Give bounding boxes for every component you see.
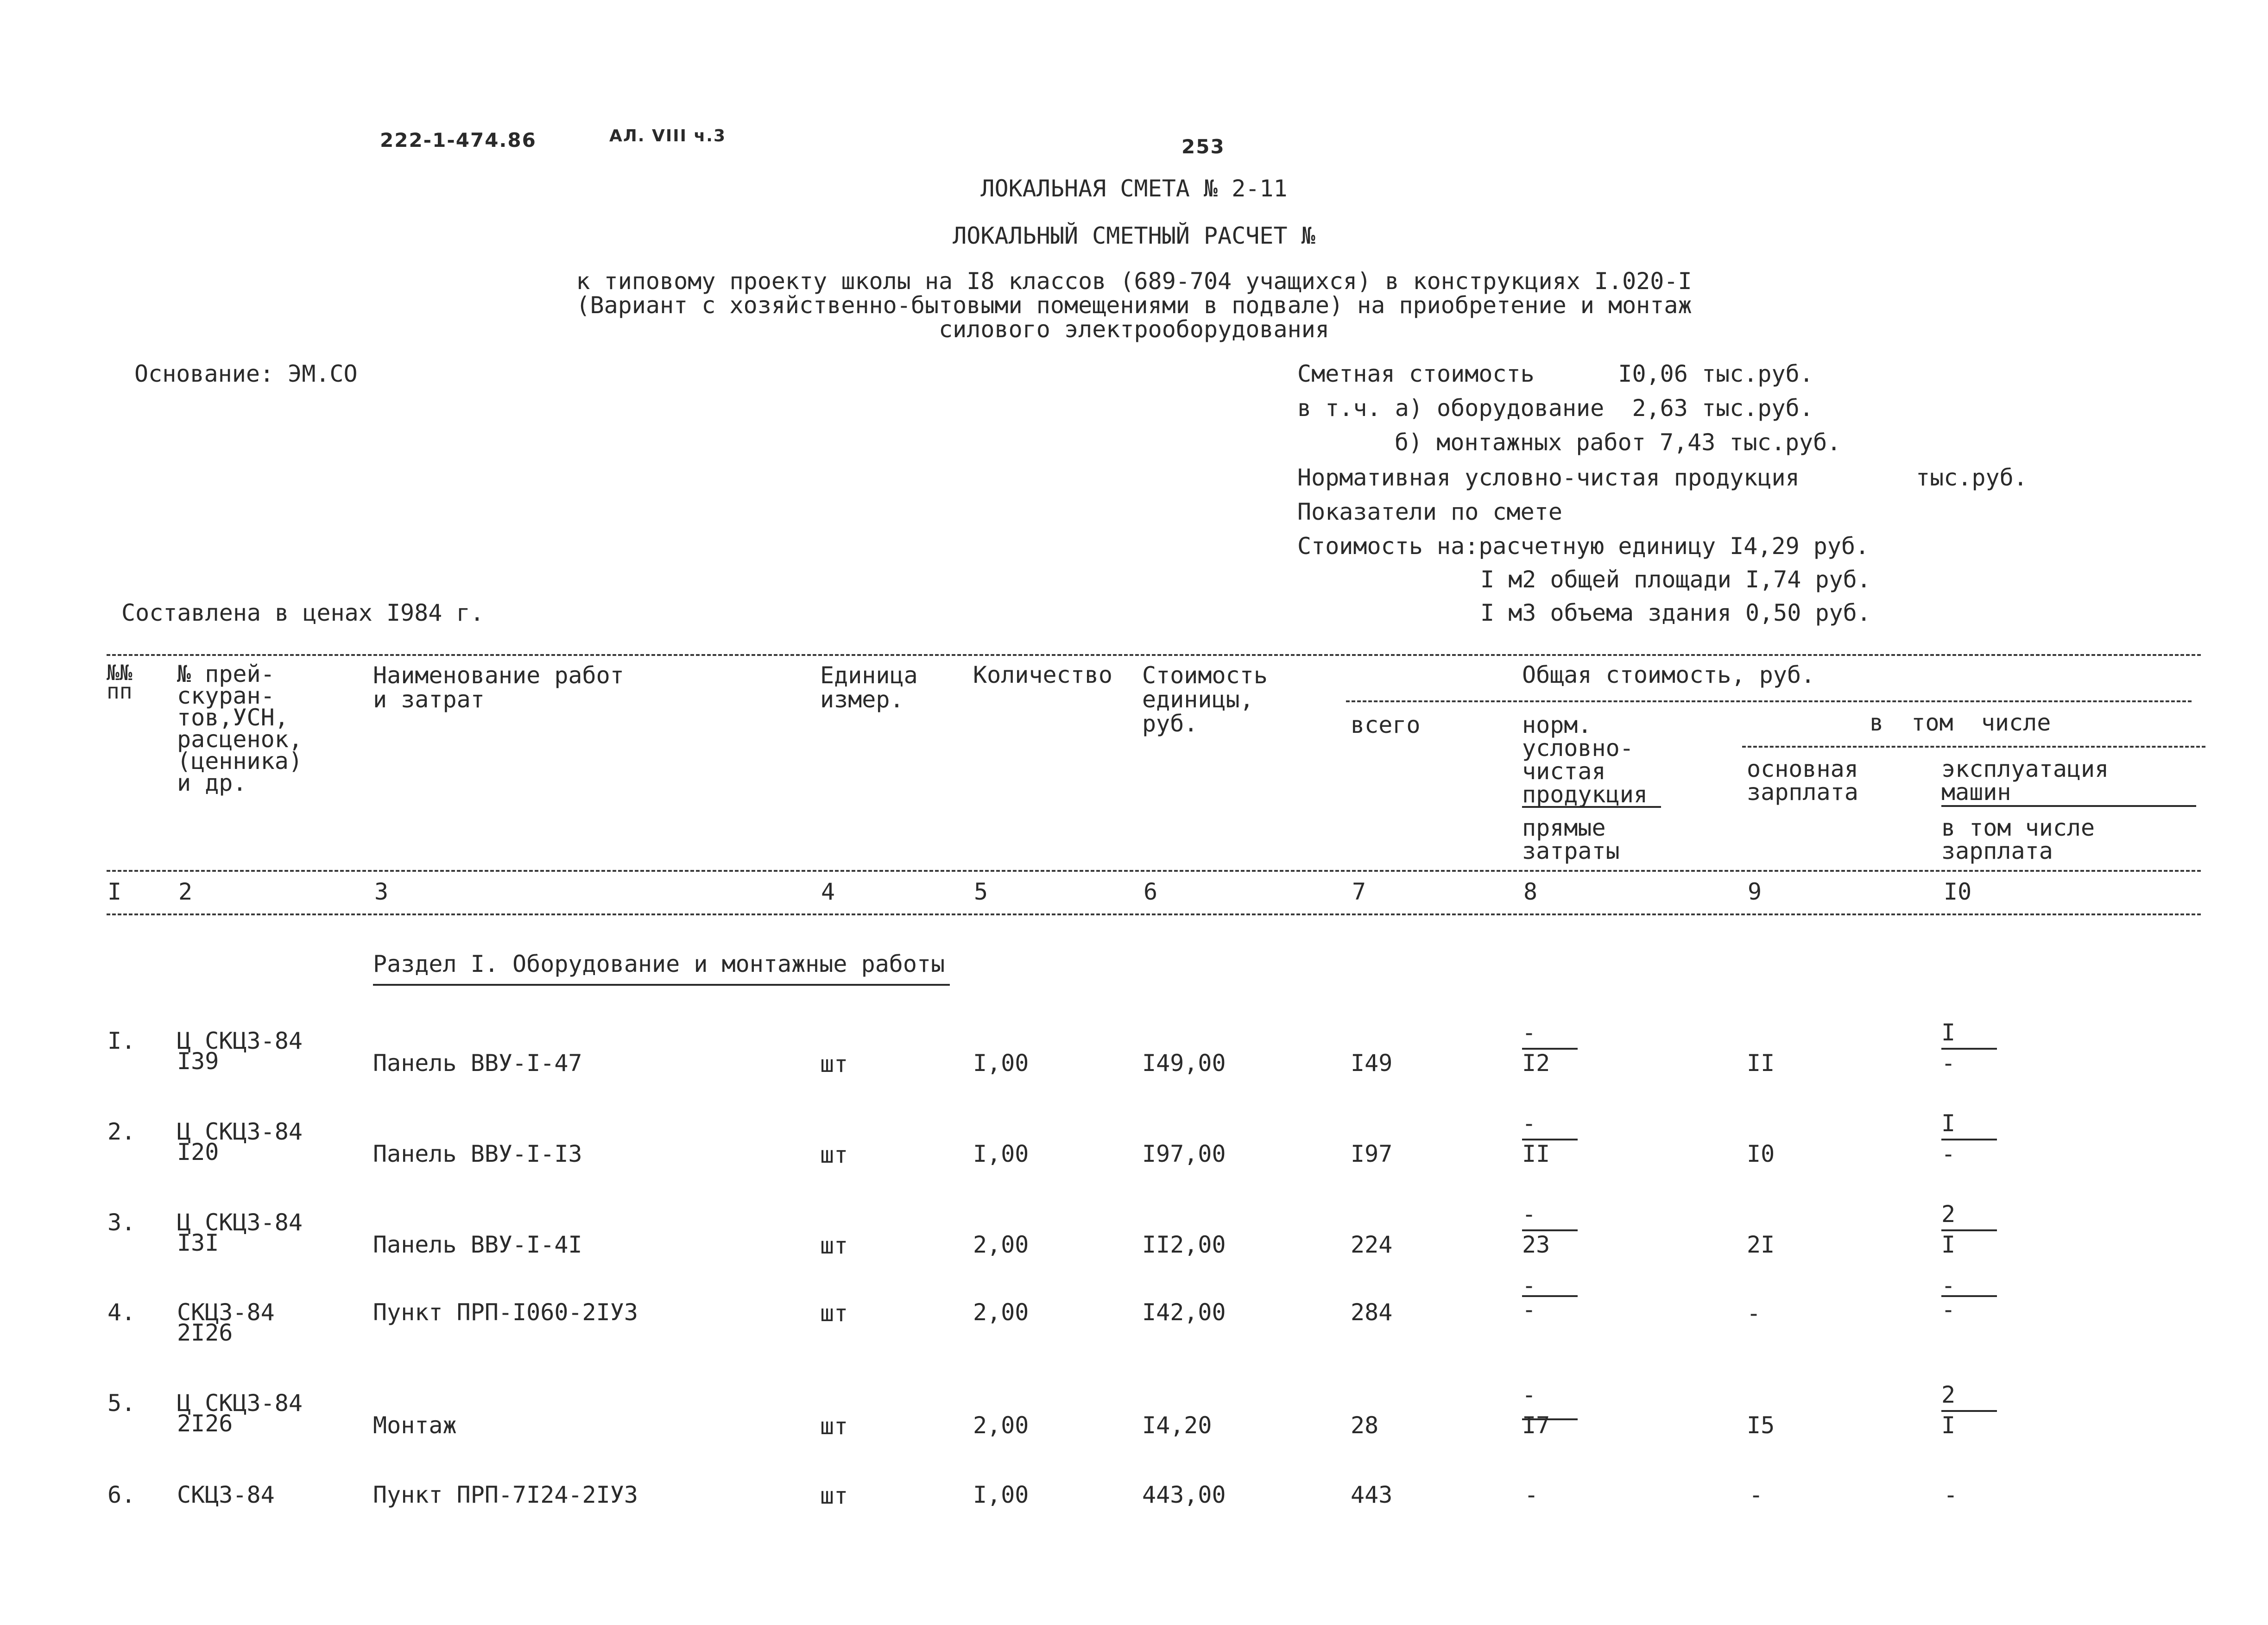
cost-per-m2: I м2 общей площади I,74 руб. bbox=[1480, 566, 1871, 593]
subtitle-line-2: (Вариант с хозяйственно-бытовыми помещениями в подвале) на приобретение и монтаж bbox=[576, 292, 1692, 319]
header-col-10-bottom: в том числе зарплата bbox=[1941, 814, 2095, 864]
row-2-unit: шт bbox=[820, 1141, 848, 1168]
basis: Основание: ЭМ.СО bbox=[134, 360, 358, 387]
title-local-estimate: ЛОКАЛЬНАЯ СМЕТА № 2-11 bbox=[980, 175, 1288, 202]
row-3-code: Ц СКЦЗ-84 bbox=[177, 1209, 303, 1236]
row-5-code-ref: 2I26 bbox=[177, 1410, 233, 1437]
row-1-col10-bottom: - bbox=[1941, 1050, 1956, 1077]
column-number-7: 7 bbox=[1352, 878, 1366, 905]
installation-cost: б) монтажных работ 7,43 тыс.руб. bbox=[1395, 429, 1841, 456]
row-1-col8-bottom: I2 bbox=[1522, 1050, 1550, 1077]
cost-per-m3: I м3 объема здания 0,50 руб. bbox=[1480, 599, 1871, 626]
row-2-qty: I,00 bbox=[973, 1140, 1029, 1167]
row-2-col10-bottom: - bbox=[1941, 1140, 1956, 1167]
section-title: Раздел I. Оборудование и монтажные работы bbox=[373, 951, 945, 977]
row-3-col8-top: - bbox=[1522, 1201, 1536, 1228]
column-number-5: 5 bbox=[974, 878, 988, 905]
row-2-price: I97,00 bbox=[1142, 1140, 1226, 1167]
row-5-col10-top: 2 bbox=[1941, 1381, 1956, 1408]
header-col-4: Единица измер. bbox=[820, 662, 918, 713]
header-col-8-top: норм. условно- чистая продукция bbox=[1522, 712, 1648, 808]
row-5-price: I4,20 bbox=[1142, 1412, 1212, 1439]
header-col-6: Стоимость единицы, руб. bbox=[1142, 662, 1268, 737]
row-3-unit: шт bbox=[820, 1232, 848, 1259]
title-local-calculation: ЛОКАЛЬНЫЙ СМЕТНЫЙ РАСЧЕТ № bbox=[953, 222, 1315, 249]
row-4-num: 4. bbox=[107, 1299, 136, 1326]
row-4-code-ref: 2I26 bbox=[177, 1319, 233, 1346]
row-2-col8-top: - bbox=[1522, 1110, 1536, 1137]
row-2-col8-bottom: II bbox=[1522, 1140, 1550, 1167]
row-2-name: Панель ВВУ-I-I3 bbox=[373, 1140, 582, 1167]
header-col-9: основная зарплата bbox=[1747, 756, 1858, 806]
row-6-qty: I,00 bbox=[973, 1481, 1029, 1508]
row-2-num: 2. bbox=[107, 1118, 136, 1145]
subtitle-line-3: силового электрооборудования bbox=[939, 316, 1329, 343]
album-reference: АЛ. VIII ч.3 bbox=[609, 126, 726, 145]
equipment-cost: в т.ч. а) оборудование 2,63 тыс.руб. bbox=[1297, 395, 1813, 422]
row-6-col8: - bbox=[1524, 1481, 1539, 1508]
page-number: 253 bbox=[1181, 135, 1225, 158]
header-col-2: № прей- скуран- тов,УСН, расценок, (ценника) и др. bbox=[177, 661, 303, 796]
row-1-code: Ц СКЦЗ-84 bbox=[177, 1027, 303, 1054]
row-3-qty: 2,00 bbox=[973, 1231, 1029, 1258]
row-3-col10-top: 2 bbox=[1941, 1201, 1956, 1228]
row-3-price: II2,00 bbox=[1142, 1231, 1226, 1258]
row-4-col9: - bbox=[1747, 1300, 1761, 1327]
row-5-unit: шт bbox=[820, 1413, 848, 1440]
header-col-3: Наименование работ и затрат bbox=[373, 662, 624, 713]
column-number-8: 8 bbox=[1523, 878, 1538, 905]
column-number-6: 6 bbox=[1143, 878, 1158, 905]
row-3-col9: 2I bbox=[1747, 1231, 1775, 1258]
row-5-total: 28 bbox=[1351, 1412, 1379, 1439]
row-3-col10-bottom: I bbox=[1941, 1231, 1956, 1258]
row-1-unit: шт bbox=[820, 1051, 848, 1077]
row-1-num: I. bbox=[107, 1027, 136, 1054]
row-1-col10-top: I bbox=[1941, 1019, 1956, 1046]
header-col-10-top: эксплуатация машин bbox=[1941, 756, 2109, 806]
column-number-2: 2 bbox=[178, 878, 193, 905]
row-4-code: СКЦЗ-84 bbox=[177, 1299, 275, 1326]
row-5-code: Ц СКЦЗ-84 bbox=[177, 1390, 303, 1417]
header-col-10-underline bbox=[1941, 805, 2196, 807]
column-number-3: 3 bbox=[374, 878, 389, 905]
row-5-name: Монтаж bbox=[373, 1412, 457, 1439]
row-4-qty: 2,00 bbox=[973, 1299, 1029, 1326]
row-1-total: I49 bbox=[1351, 1050, 1393, 1077]
row-3-name: Панель ВВУ-I-4I bbox=[373, 1231, 582, 1258]
header-including: в том числе bbox=[1870, 709, 2051, 736]
row-1-col8-top: - bbox=[1522, 1019, 1536, 1046]
row-2-code-ref: I20 bbox=[177, 1139, 219, 1165]
row-6-unit: шт bbox=[820, 1482, 848, 1509]
header-col-5: Количество bbox=[973, 661, 1113, 688]
row-5-qty: 2,00 bbox=[973, 1412, 1029, 1439]
normative-product-unit: тыс.руб. bbox=[1916, 464, 2028, 491]
table-rule-col-numbers bbox=[107, 913, 2201, 915]
row-4-col8-top: - bbox=[1522, 1272, 1536, 1299]
row-3-code-ref: I3I bbox=[177, 1229, 219, 1256]
row-4-col8-bottom: - bbox=[1522, 1296, 1536, 1323]
header-total-group: Общая стоимость, руб. bbox=[1522, 661, 1815, 688]
row-6-code: СКЦЗ-84 bbox=[177, 1481, 275, 1508]
row-4-col10-bottom: - bbox=[1941, 1296, 1956, 1323]
section-title-underline bbox=[373, 984, 950, 986]
row-2-code: Ц СКЦЗ-84 bbox=[177, 1118, 303, 1145]
row-5-num: 5. bbox=[107, 1390, 136, 1417]
row-6-name: Пункт ПРП-7I24-2IУ3 bbox=[373, 1481, 638, 1508]
row-3-num: 3. bbox=[107, 1209, 136, 1236]
row-6-col9: - bbox=[1749, 1481, 1763, 1508]
row-3-col8-bottom: 23 bbox=[1522, 1231, 1550, 1258]
row-3-total: 224 bbox=[1351, 1231, 1393, 1258]
row-4-col10-top: - bbox=[1941, 1272, 1956, 1299]
subtitle-line-1: к типовому проекту школы на I8 классов (689-704 учащихся) в конструкциях I.020-I bbox=[576, 268, 1692, 295]
row-1-qty: I,00 bbox=[973, 1050, 1029, 1077]
normative-product-label: Нормативная условно-чистая продукция bbox=[1297, 464, 1800, 491]
prices-year: Составлена в ценах I984 г. bbox=[121, 599, 484, 626]
column-number-9: 9 bbox=[1748, 878, 1762, 905]
row-6-total: 443 bbox=[1351, 1481, 1393, 1508]
row-1-price: I49,00 bbox=[1142, 1050, 1226, 1077]
row-1-code-ref: I39 bbox=[177, 1048, 219, 1075]
column-number-1: I bbox=[107, 878, 122, 905]
column-number-4: 4 bbox=[821, 878, 835, 905]
rule-including-group bbox=[1742, 746, 2205, 748]
row-4-total: 284 bbox=[1351, 1299, 1393, 1326]
row-5-col9: I5 bbox=[1747, 1412, 1775, 1439]
header-col-7: всего bbox=[1351, 712, 1421, 738]
document-code: 222-1-474.86 bbox=[380, 129, 537, 151]
row-1-name: Панель ВВУ-I-47 bbox=[373, 1050, 582, 1077]
row-6-col10: - bbox=[1944, 1481, 1958, 1508]
column-number-10: I0 bbox=[1944, 878, 1972, 905]
header-col-8-underline bbox=[1522, 806, 1661, 808]
cost-per-unit: Стоимость на:расчетную единицу I4,29 руб. bbox=[1297, 533, 1870, 560]
row-1-col9: II bbox=[1747, 1050, 1775, 1077]
row-2-total: I97 bbox=[1351, 1140, 1393, 1167]
row-5-col10-bottom: I bbox=[1941, 1412, 1956, 1439]
header-col-1: №№ пп bbox=[107, 660, 133, 704]
rule-total-group bbox=[1346, 700, 2192, 702]
row-6-num: 6. bbox=[107, 1481, 136, 1508]
table-rule-top bbox=[107, 654, 2201, 656]
header-col-8-bottom: прямые затраты bbox=[1522, 814, 1620, 864]
row-2-col10-top: I bbox=[1941, 1110, 1956, 1137]
row-4-unit: шт bbox=[820, 1300, 848, 1327]
row-2-col9: I0 bbox=[1747, 1140, 1775, 1167]
table-rule-header-bottom bbox=[107, 870, 2201, 872]
row-5-col8-bottom: I7 bbox=[1522, 1412, 1550, 1439]
row-5-col8-top: - bbox=[1522, 1381, 1536, 1408]
estimate-indicators: Показатели по смете bbox=[1297, 498, 1562, 525]
row-4-name: Пункт ПРП-I060-2IУ3 bbox=[373, 1299, 638, 1326]
estimated-cost: Сметная стоимость I0,06 тыс.руб. bbox=[1297, 360, 1813, 387]
row-6-price: 443,00 bbox=[1142, 1481, 1226, 1508]
row-4-price: I42,00 bbox=[1142, 1299, 1226, 1326]
